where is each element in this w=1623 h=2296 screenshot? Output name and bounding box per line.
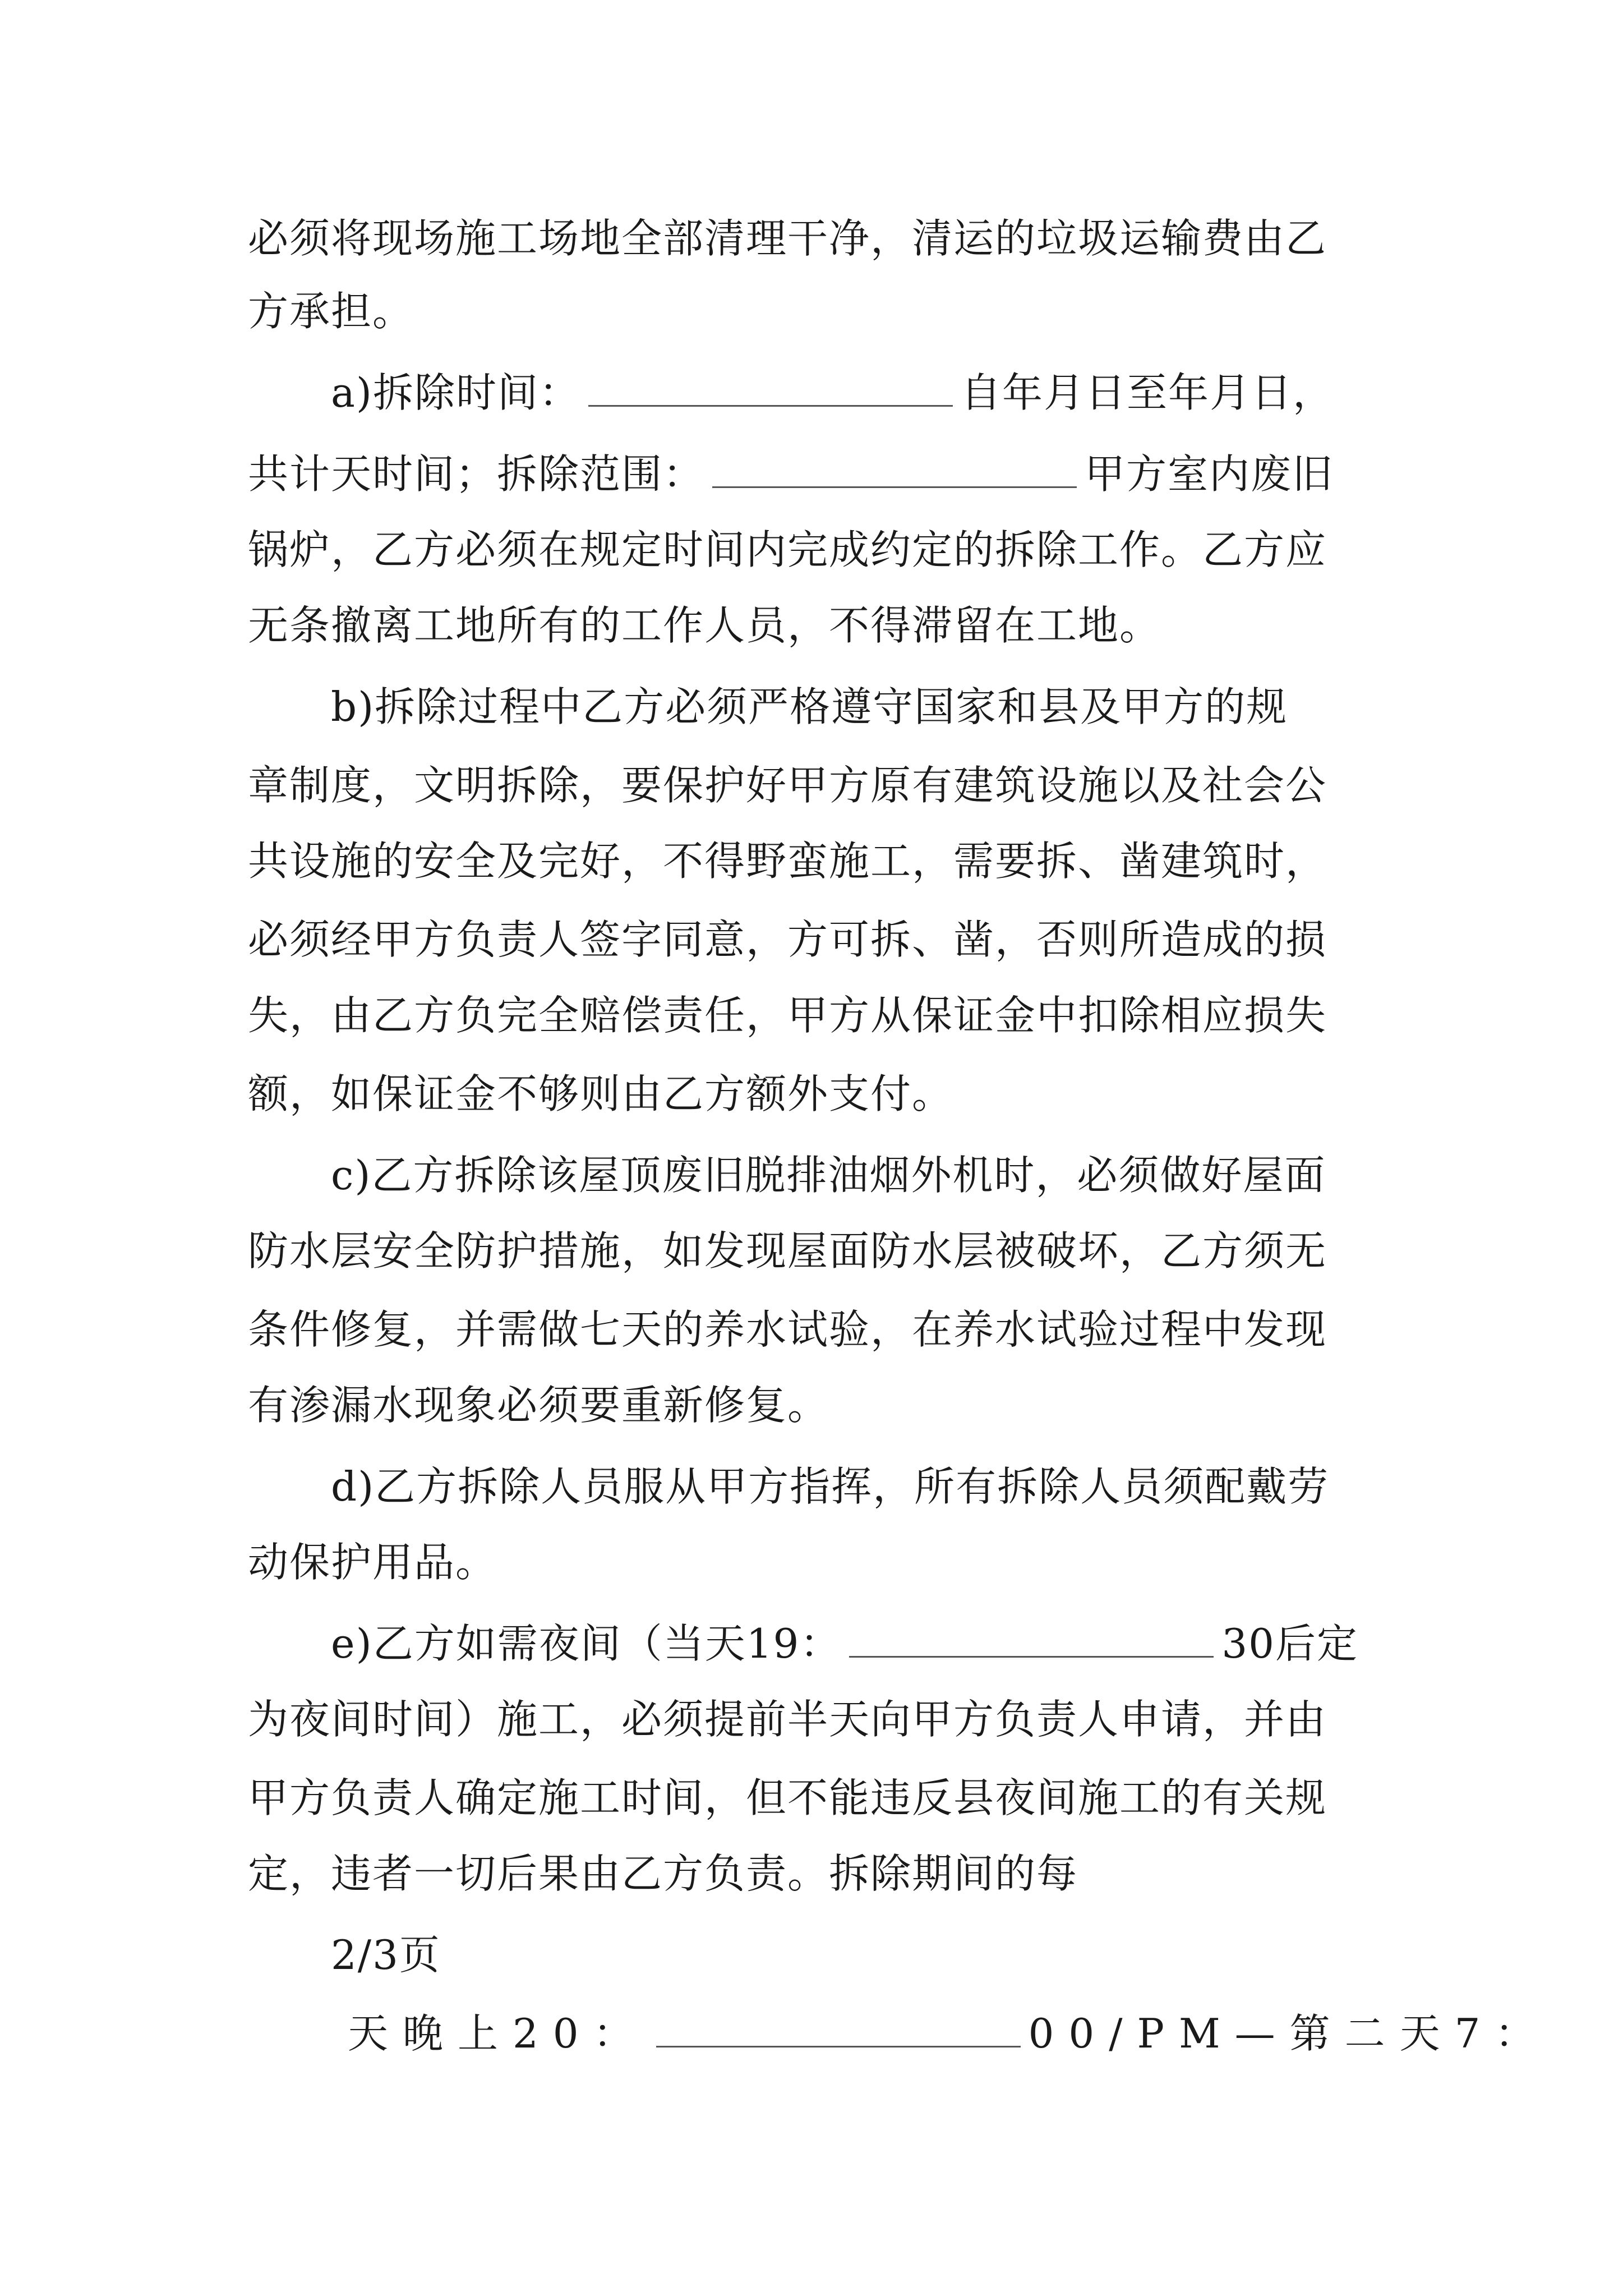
text-line: 章制度，文明拆除，要保护好甲方原有建筑设施以及社会公 [248, 762, 1327, 809]
text-span: 共计天时间；拆除范围： [248, 450, 705, 498]
fill-in-blank[interactable] [588, 370, 953, 407]
text-line: 防水层安全防护措施，如发现屋面防水层被破坏，乙方须无 [248, 1227, 1327, 1274]
text-span: 天晚上20： [348, 2010, 648, 2057]
text-line: 方承担。 [248, 288, 414, 335]
page-number: 2/3页 [331, 1931, 441, 1978]
text-line: 动保护用品。 [248, 1539, 497, 1586]
text-line: 额，如保证金不够则由乙方额外支付。 [248, 1070, 954, 1117]
text-span: e)乙方如需夜间（当天19： [331, 1620, 842, 1667]
text-line: 失，由乙方负完全赔偿责任，甲方从保证金中扣除相应损失 [248, 992, 1327, 1039]
text-line: b)拆除过程中乙方必须严格遵守国家和县及甲方的规 [331, 683, 1288, 730]
paragraph-a-line-1 [331, 362, 1334, 424]
text-line: 必须将现场施工场地全部清理干净，清运的垃圾运输费由乙 [248, 215, 1327, 262]
paragraph-e-line-1 [331, 1613, 1358, 1674]
fill-in-blank[interactable] [849, 1621, 1214, 1658]
text-line: 有渗漏水现象必须要重新修复。 [248, 1382, 829, 1429]
text-line: 无条撤离工地所有的工作人员，不得滞留在工地。 [248, 602, 1161, 649]
fill-in-blank[interactable] [712, 452, 1077, 488]
text-line: 定，违者一切后果由乙方负责。拆除期间的每 [248, 1850, 1078, 1897]
text-span: 甲方室内废旧 [1085, 450, 1334, 498]
text-line: 甲方负责人确定施工时间，但不能违反县夜间施工的有关规 [248, 1774, 1327, 1821]
text-span: 自年月日至年月日， [961, 369, 1335, 416]
text-span: 30后定 [1221, 1620, 1358, 1667]
paragraph-a-line-2 [248, 443, 1334, 505]
text-line: 为夜间时间）施工，必须提前半天向甲方负责人申请，并由 [248, 1696, 1327, 1743]
text-line: 锅炉，乙方必须在规定时间内完成约定的拆除工作。乙方应 [248, 526, 1327, 573]
text-line: c)乙方拆除该屋顶废旧脱排油烟外机时，必须做好屋面 [331, 1152, 1326, 1199]
last-line [348, 2003, 1550, 2064]
text-line: 共设施的安全及完好，不得野蛮施工，需要拆、凿建筑时， [248, 838, 1327, 885]
fill-in-blank[interactable] [656, 2011, 1021, 2047]
text-line: 条件修复，并需做七天的养水试验，在养水试验过程中发现 [248, 1306, 1327, 1353]
text-span: a)拆除时间： [331, 369, 581, 416]
text-span: 00/PM—第二天7： [1028, 2010, 1550, 2057]
text-line: 必须经甲方负责人签字同意，方可拆、凿，否则所造成的损 [248, 916, 1327, 963]
text-line: d)乙方拆除人员服从甲方指挥，所有拆除人员须配戴劳 [331, 1463, 1330, 1510]
